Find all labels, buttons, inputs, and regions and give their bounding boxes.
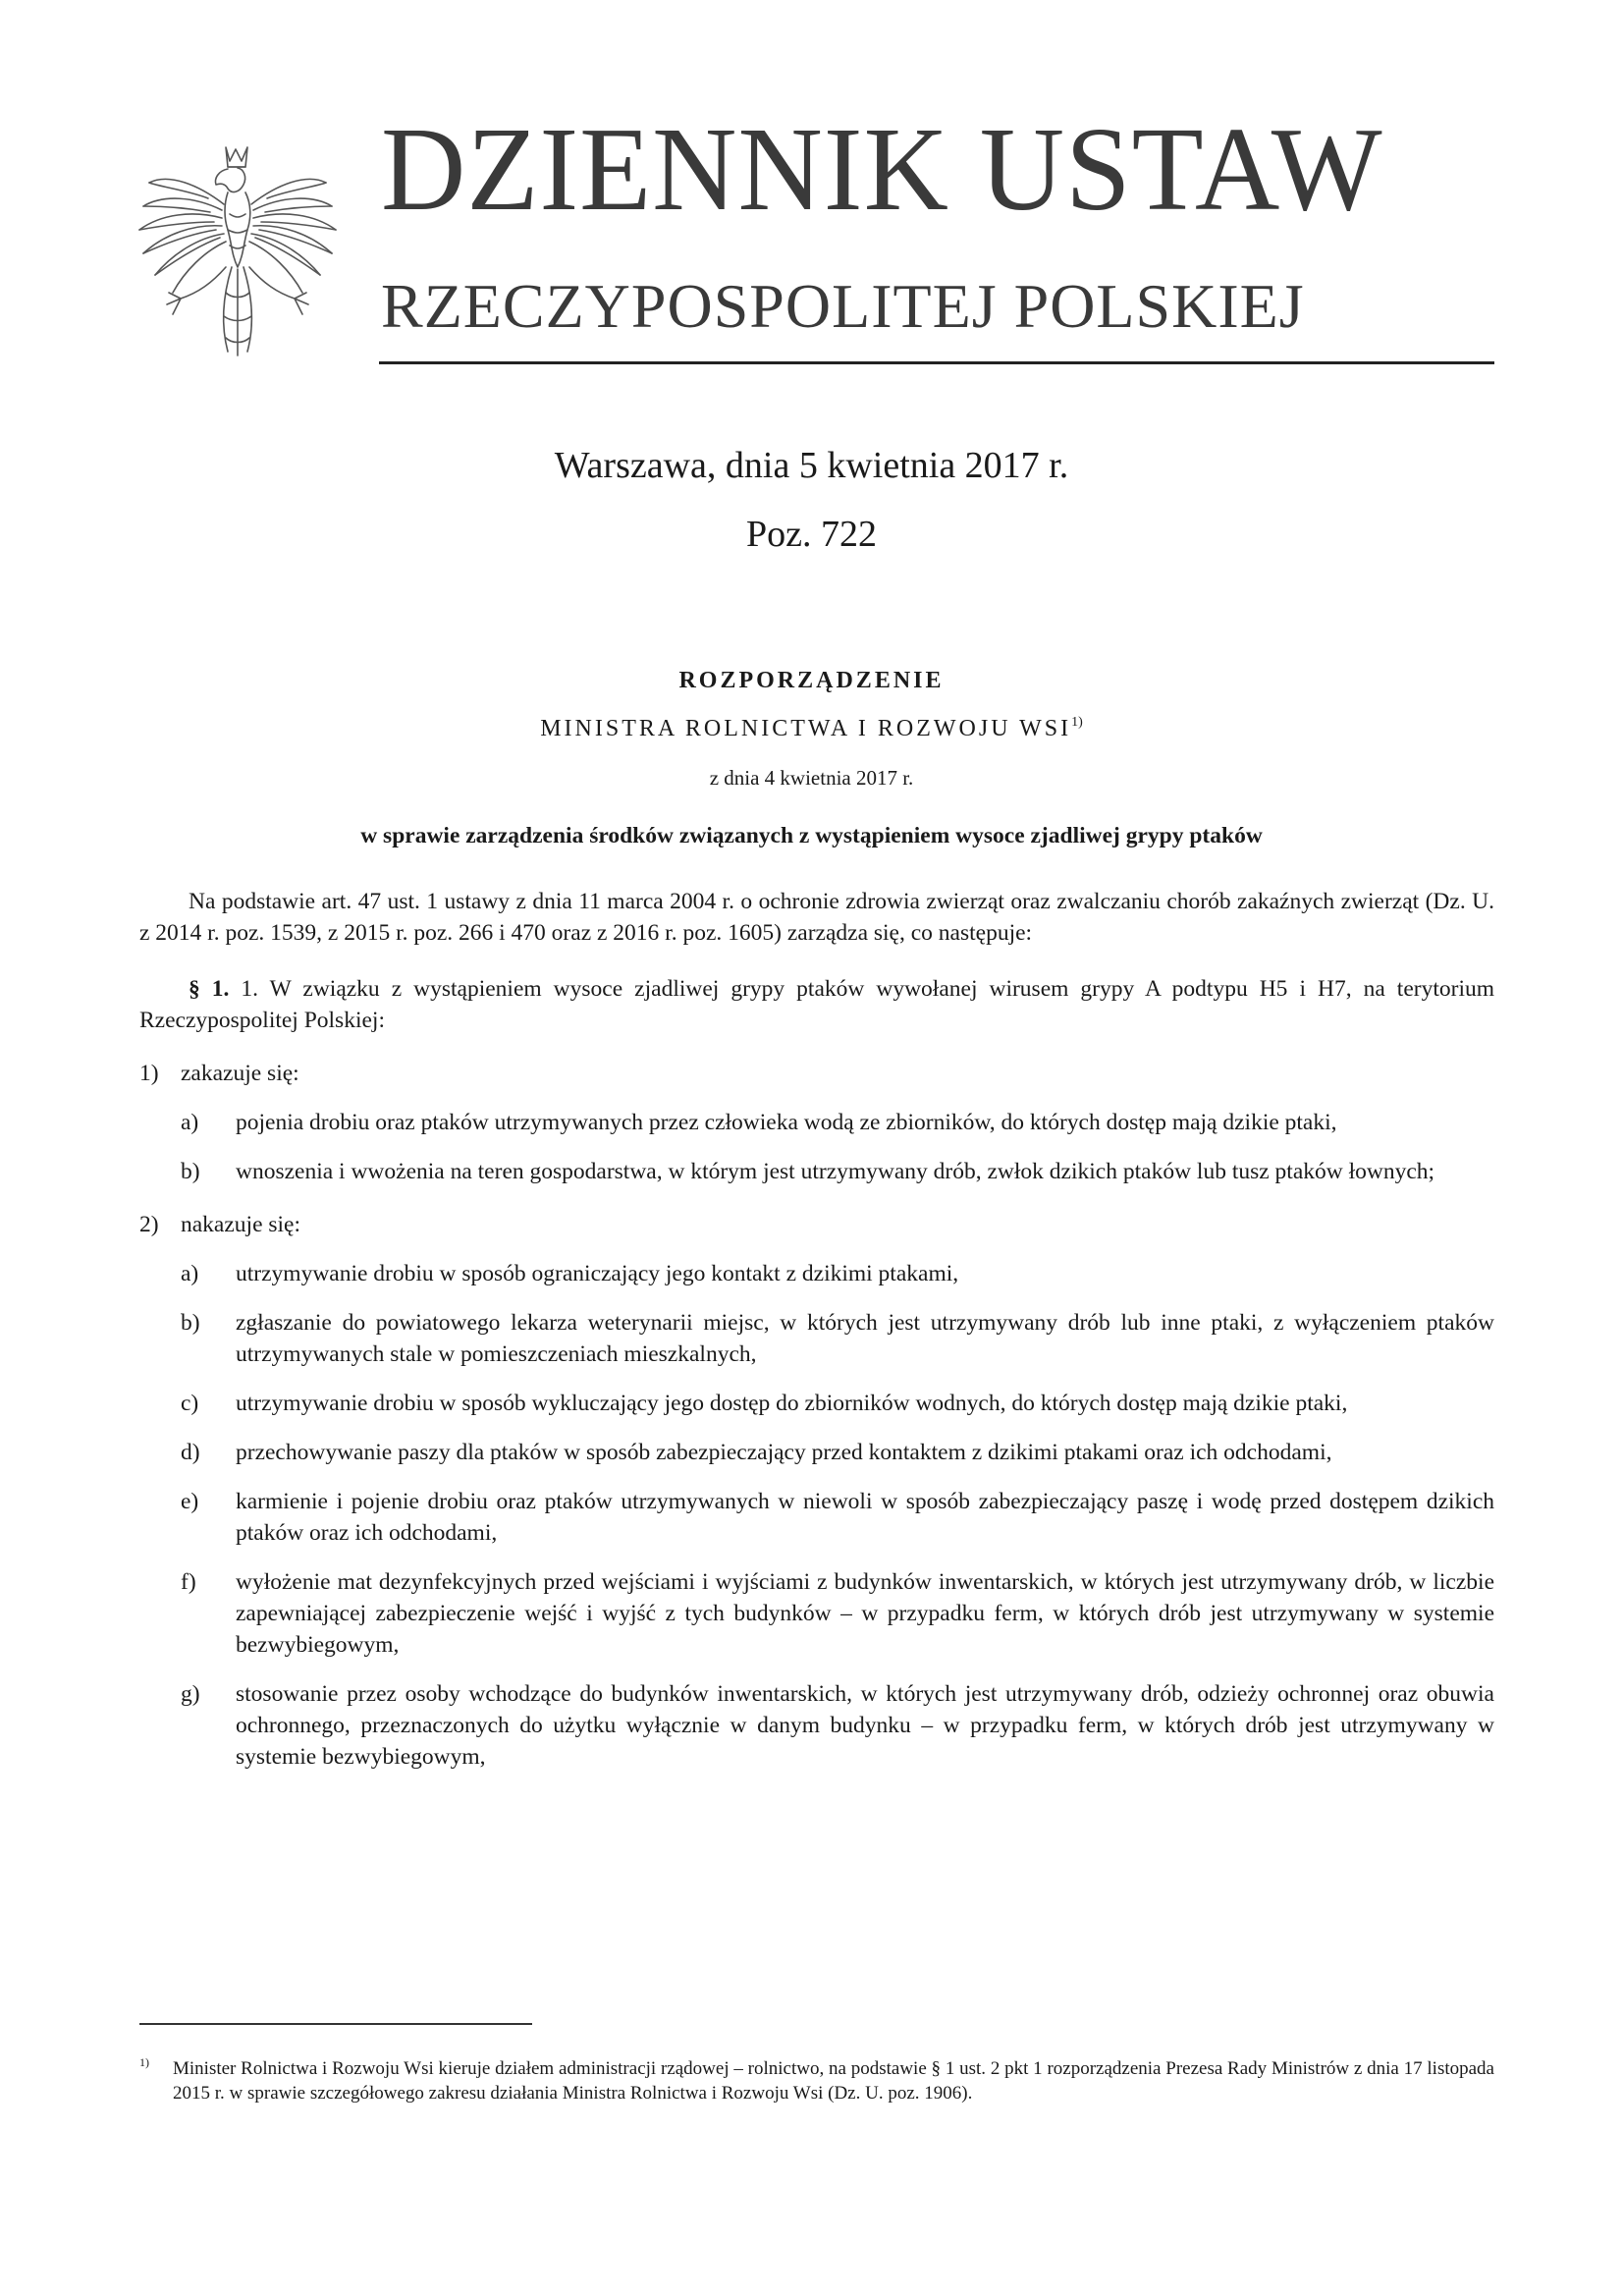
sub-item-letter: c) [181,1391,199,1416]
sub-item-text: wyłożenie mat dezynfekcyjnych przed wejściami i wyjściami z budynków inwentarskich, w których jest utrzymywany drób, w liczbie zapewniającej zabezpieczenie wejść i wyjść z tych budynków – w przypadku ferm, w których drób jest utrzymywany w systemie bezwybiegowym, [236,1569,1494,1658]
sub-item-text: zgłaszanie do powiatowego lekarza weterynarii miejsc, w których jest utrzymywany drób lub inne ptaki, z wyłączeniem ptaków utrzymywanych stale w pomieszczeniach mieszkalnych, [236,1310,1494,1367]
act-issuer-text: MINISTRA ROLNICTWA I ROZWOJU WSI [540,716,1072,741]
act-type-heading: ROZPORZĄDZENIE [678,668,945,693]
masthead-divider [379,361,1494,364]
footnote-mark: 1) [139,2055,149,2069]
section-1-intro [139,973,1494,1036]
sub-item-2b [139,1307,1494,1370]
sub-item-letter: e) [181,1489,199,1514]
sub-item-letter: d) [181,1440,200,1465]
sub-item-text: wnoszenia i wwożenia na teren gospodarstwa, w którym jest utrzymywany drób, zwłok dzikich ptaków lub tusz ptaków łownych; [236,1159,1435,1184]
sub-item-text: utrzymywanie drobiu w sposób ograniczający jego kontakt z dzikimi ptakami, [236,1261,959,1286]
footnote [139,2056,1494,2105]
sub-item-letter: f) [181,1569,196,1595]
white-eagle-emblem-icon [130,136,346,363]
act-subject-title: w sprawie zarządzenia środków związanych z wystąpieniem wysoce zjadliwej grypy ptaków [360,823,1263,848]
sub-item-letter: b) [181,1159,200,1184]
sub-item-2d [139,1437,1494,1468]
point-2 [139,1209,1494,1240]
sub-item-text: karmienie i pojenie drobiu oraz ptaków utrzymywanych w niewoli w sposób zabezpieczający paszę i wodę przed dostępem dzikich ptaków oraz ich odchodami, [236,1489,1494,1546]
masthead-title: DZIENNIK USTAW [381,103,1383,236]
sub-item-1b [139,1156,1494,1187]
point-text: zakazuje się: [181,1061,299,1086]
section-intro-text: 1. W związku z wystąpieniem wysoce zjadliwej grypy ptaków wywołanej wirusem grypy A podtypu H5 i H7, na terytorium Rzeczypospolitej Polskiej: [139,976,1494,1033]
sub-item-2c [139,1388,1494,1419]
section-mark: § 1. [189,976,230,1002]
sub-item-2a [139,1258,1494,1289]
footnote-divider [139,2023,532,2025]
act-issuer-heading [0,715,1623,742]
sub-item-letter: b) [181,1310,200,1336]
masthead-subtitle: RZECZYPOSPOLITEJ POLSKIEJ [381,271,1305,341]
sub-item-letter: a) [181,1110,199,1135]
footnote-text: Minister Rolnictwa i Rozwoju Wsi kieruje działem administracji rządowej – rolnictwo, na podstawie § 1 ust. 2 pkt 1 rozporządzenia Prezesa Rady Ministrów z dnia 17 listopada 2015 r. w sprawie szczegółowego zakresu działania Ministra Rolnictwa i Rozwoju Wsi (Dz. U. poz. 1906). [173,2058,1494,2104]
act-date: z dnia 4 kwietnia 2017 r. [709,766,914,790]
point-text: nakazuje się: [181,1212,301,1237]
sub-item-letter: g) [181,1681,200,1707]
sub-item-text: stosowanie przez osoby wchodzące do budynków inwentarskich, w których jest utrzymywany drób, odzieży ochronnej oraz obuwia ochronnego, przeznaczonych do użytku wyłącznie w danym budynku – w przypadku ferm, w których drób jest utrzymywany w systemie bezwybiegowym, [236,1681,1494,1770]
sub-item-1a [139,1107,1494,1138]
sub-item-2e [139,1486,1494,1549]
sub-item-2f [139,1566,1494,1661]
point-number: 2) [139,1212,159,1237]
sub-item-text: pojenia drobiu oraz ptaków utrzymywanych przez człowieka wodą ze zbiorników, do których dostęp mają dzikie ptaki, [236,1110,1337,1135]
preamble-paragraph: Na podstawie art. 47 ust. 1 ustawy z dnia 11 marca 2004 r. o ochronie zdrowia zwierząt oraz zwalczaniu chorób zakaźnych zwierząt (Dz. U. z 2014 r. poz. 1539, z 2015 r. poz. 266 i 470 oraz z 2016 r. poz. 1605) zarządza się, co następuje: [139,889,1494,946]
footnote-reference: 1) [1071,715,1083,730]
issue-date: Warszawa, dnia 5 kwietnia 2017 r. [554,445,1069,486]
sub-item-letter: a) [181,1261,199,1286]
sub-item-text: utrzymywanie drobiu w sposób wykluczający jego dostęp do zbiorników wodnych, do których dostęp mają dzikie ptaki, [236,1391,1348,1416]
sub-item-2g [139,1678,1494,1773]
point-number: 1) [139,1061,159,1086]
sub-item-text: przechowywanie paszy dla ptaków w sposób zabezpieczający przed kontaktem z dzikimi ptakami oraz ich odchodami, [236,1440,1332,1465]
point-1 [139,1058,1494,1089]
issue-position: Poz. 722 [746,514,877,555]
document-body [139,886,1494,1773]
